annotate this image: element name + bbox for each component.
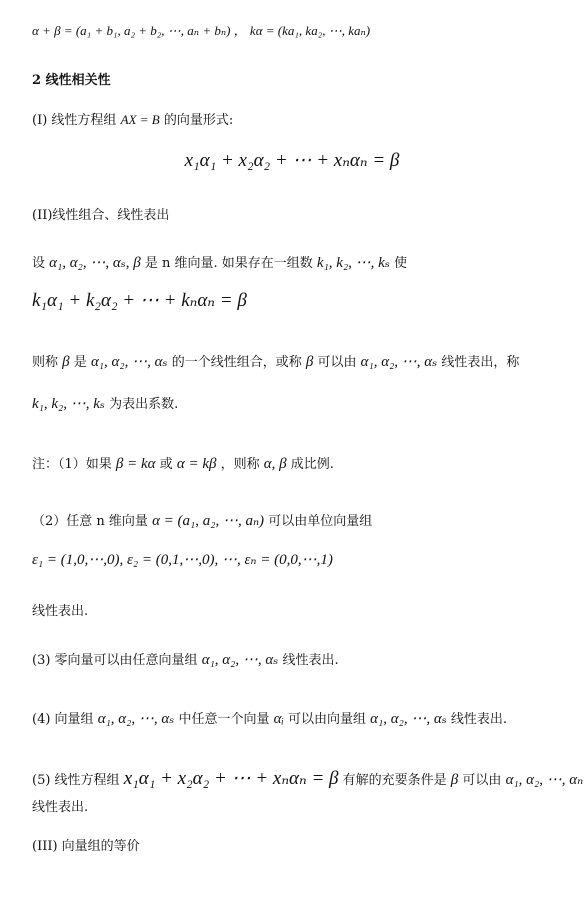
n3-a: (3) 零向量可以由任意向量组: [32, 653, 198, 668]
def-e: 使: [394, 256, 408, 271]
eq1: x₁α₁ + x₂α₂ + ⋯ + xₙαₙ = β: [184, 150, 400, 171]
n2-c: 可以由单位向量组: [268, 514, 373, 529]
call-line: [32, 353, 519, 372]
call-h: α₁, α₂, ⋯, αₛ: [360, 354, 438, 370]
subsection-ii-title: (II)线性组合、线性表出: [32, 208, 170, 223]
subsection-i: [32, 111, 233, 130]
n1-e: ，则称: [220, 457, 260, 472]
call-e: 的一个线性组合，或称: [171, 355, 302, 370]
eq2: k₁α₁ + k₂α₂ + ⋯ + kₙαₙ = β: [32, 290, 247, 311]
ops-formula: α + β = (a₁ + b₁, a₂ + b₂, ⋯, aₙ + bₙ) ， kα = (ka₁, ka₂, ⋯, kaₙ): [32, 23, 371, 38]
n1-g: 成比例.: [290, 457, 334, 472]
n3-c: 线性表出.: [282, 653, 339, 668]
unit-vectors: [32, 551, 333, 570]
n4-c: 中任意一个向量: [178, 712, 270, 727]
n5-c: 有解的充要条件是: [342, 773, 447, 788]
s1-math: AX = B: [120, 112, 160, 127]
n5-f: α₁, α₂, ⋯, αₙ: [505, 772, 584, 788]
vector-operations: [32, 22, 370, 41]
n5-a: (5) 线性方程组: [32, 773, 120, 788]
n4-g: 线性表出.: [450, 712, 508, 727]
note-5: [32, 770, 583, 790]
n1-c: 或: [159, 457, 173, 472]
n4-b: α₁, α₂, ⋯, αₛ: [97, 711, 175, 727]
section-heading-2: 2 线性相关性: [32, 73, 111, 88]
n5-d: β: [450, 772, 459, 788]
s1-prefix: (I) 线性方程组: [32, 113, 117, 128]
n5-e: 可以由: [462, 773, 502, 788]
note-2: [32, 512, 372, 531]
coef-a: k₁, k₂, ⋯, kₛ: [32, 396, 105, 412]
s1-suffix: 的向量形式:: [163, 113, 234, 128]
def-d: k₁, k₂, ⋯, kₛ: [316, 255, 390, 271]
call-i: 线性表出，称: [441, 355, 520, 370]
call-c: 是: [73, 355, 87, 370]
note-4: [32, 710, 507, 729]
call-f: β: [305, 354, 314, 370]
note-1: [32, 455, 334, 474]
n2-a: （2）任意 n 维向量: [32, 514, 148, 529]
n4-f: α₁, α₂, ⋯, αₛ: [370, 711, 447, 727]
n4-e: 可以由向量组: [288, 712, 367, 727]
n5-b: x₁α₁ + x₂α₂ + ⋯ + xₙαₙ = β: [123, 768, 339, 789]
n1-d: α = kβ: [176, 456, 217, 472]
n3-b: α₁, α₂, ⋯, αₛ: [201, 652, 279, 668]
call-a: 则称: [32, 355, 59, 370]
subsection-iii-title: (III) 向量组的等价: [32, 839, 140, 854]
note-5-end: 线性表出.: [32, 800, 89, 815]
n4-a: (4) 向量组: [32, 712, 94, 727]
eq3: ε₁ = (1,0,⋯,0), ε₂ = (0,1,⋯,0), ⋯, εₙ = (0,0,⋯,1): [32, 552, 333, 568]
equation-vector-form: [0, 152, 584, 172]
definition-line: [32, 254, 407, 273]
def-c: 是 n 维向量. 如果存在一组数: [144, 256, 313, 271]
def-b: α₁, α₂, ⋯, αₛ, β: [49, 255, 141, 271]
equation-combination: [32, 292, 247, 312]
call-g: 可以由: [317, 355, 357, 370]
def-a: 设: [32, 256, 46, 271]
n1-b: β = kα: [115, 456, 156, 472]
n4-d: αᵢ: [273, 711, 284, 727]
coefficient-line: [32, 395, 178, 414]
n1-a: 注：（1）如果: [32, 457, 112, 472]
n2-b: α = (a₁, a₂, ⋯, aₙ): [152, 513, 265, 529]
note-3: [32, 651, 339, 670]
n1-f: α, β: [263, 456, 287, 472]
coef-b: 为表出系数.: [109, 397, 179, 412]
note-2-end: 线性表出.: [32, 604, 89, 619]
call-d: α₁, α₂, ⋯, αₛ: [90, 354, 168, 370]
call-b: β: [62, 354, 70, 370]
